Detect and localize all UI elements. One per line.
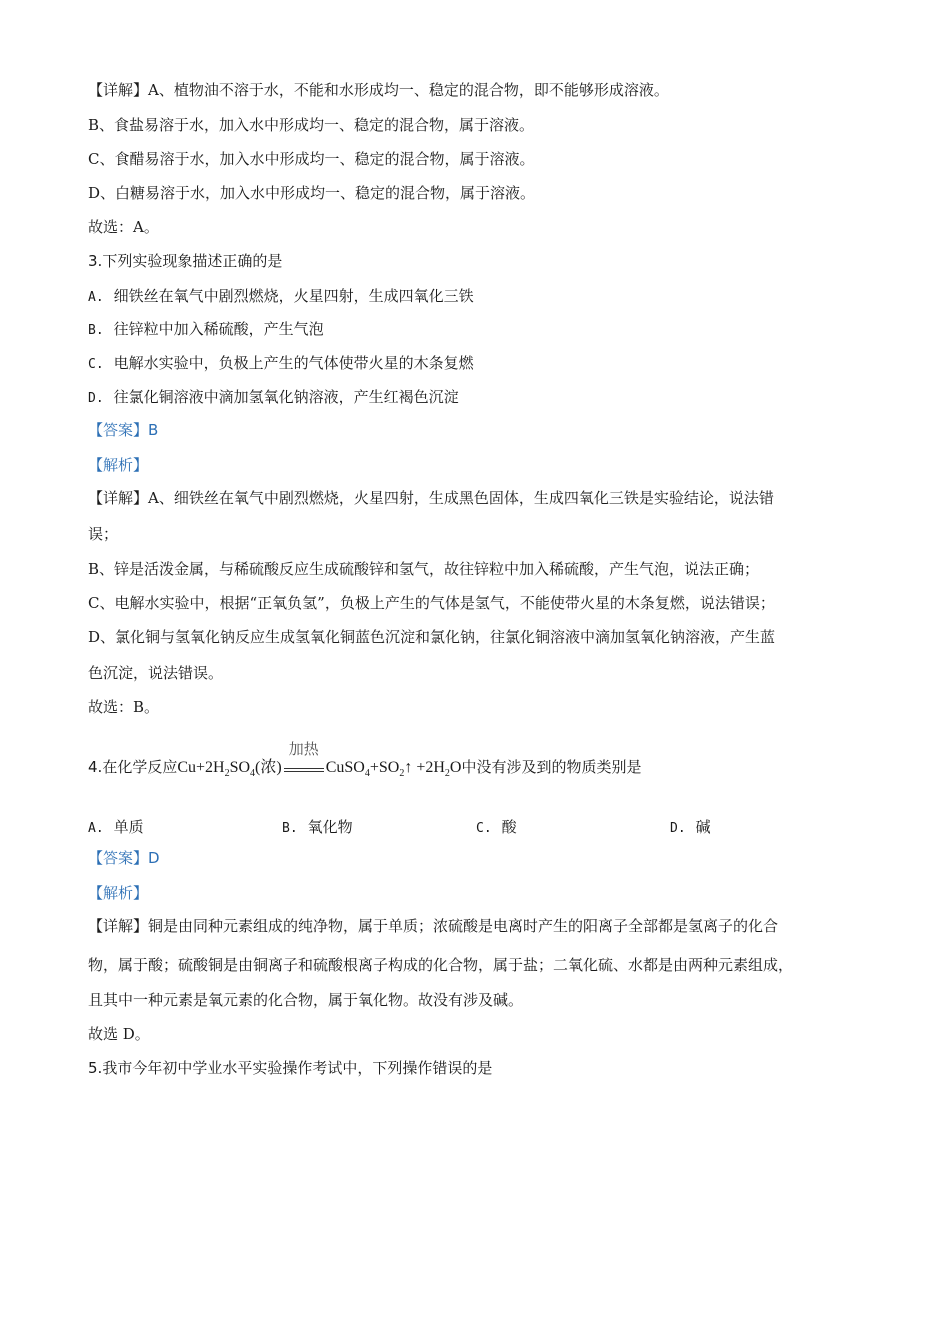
q4-option-b — [282, 816, 353, 837]
condition-label: 加热 — [288, 742, 319, 758]
q4-analysis-tag: 【解析】 — [88, 884, 149, 902]
eq-part: SO — [229, 759, 251, 776]
q3-stem — [88, 251, 282, 271]
option-letter: B. — [282, 821, 298, 836]
option-text: 碱 — [695, 818, 711, 836]
q3-detail-d2: 色沉淀，说法错误。 — [88, 664, 224, 682]
q2-detail-line-a — [88, 80, 669, 100]
detail-tag: 【详解】 — [88, 489, 149, 507]
option-text: 往氯化铜溶液中滴加氢氧化钠溶液，产生红褐色沉淀 — [113, 388, 459, 406]
q3-option-d — [88, 387, 459, 409]
question-text: 下列实验现象描述正确的是 — [102, 252, 283, 270]
question-number: 5. — [88, 1059, 103, 1077]
option-letter: D. — [88, 391, 104, 406]
q3-detail-a2: 误； — [88, 525, 119, 543]
q4-detail-3: 且其中一种元素是氧元素的化合物，属于氧化物。故没有涉及碱。 — [88, 991, 524, 1009]
reaction-condition — [284, 742, 324, 772]
option-text: 细铁丝在氧气中剧烈燃烧，火星四射，生成四氧化三铁 — [113, 287, 474, 305]
question-text: 在化学反应 — [102, 758, 178, 776]
q3-detail-d1: D、氯化铜与氢氧化钠反应生成氢氧化铜蓝色沉淀和氯化钠，往氯化铜溶液中滴加氢氧化钠溶液，产生蓝 — [88, 628, 776, 646]
q3-option-a — [88, 286, 474, 308]
eq-part: Cu+2H — [177, 759, 225, 776]
q3-detail-c: C、电解水实验中，根据“正氧负氢”，负极上产生的气体是氢气，不能使带火星的木条复燃，说法错误； — [88, 594, 775, 612]
q2-detail-line-d: D、白糖易溶于水，加入水中形成均一、稳定的混合物，属于溶液。 — [88, 184, 536, 202]
q5-stem — [88, 1058, 492, 1078]
eq-subscript: 2 — [224, 768, 230, 780]
answer-value: D — [148, 849, 160, 867]
question-text: 我市今年初中学业水平实验操作考试中，下列操作错误的是 — [102, 1059, 493, 1077]
chemical-equation — [177, 742, 462, 786]
equals-bar — [284, 768, 324, 772]
eq-part: CuSO — [325, 759, 365, 776]
q4-detail-1 — [88, 916, 778, 936]
detail-text: 铜是由同种元素组成的纯净物，属于单质；浓硫酸是电离时产生的阳离子全部都是氢离子的化合 — [148, 917, 779, 935]
eq-subscript: 2 — [399, 768, 405, 780]
eq-part: (浓) — [255, 759, 282, 776]
eq-part: O — [449, 759, 462, 776]
option-letter: A. — [88, 821, 104, 836]
option-text: 电解水实验中，负极上产生的气体使带火星的木条复燃 — [113, 354, 474, 372]
question-text: 中没有涉及到的物质类别是 — [461, 758, 642, 776]
q4-option-a — [88, 816, 144, 837]
option-text: 酸 — [501, 818, 517, 836]
detail-tag: 【详解】 — [88, 81, 149, 99]
detail-tag: 【详解】 — [88, 917, 149, 935]
option-letter: D. — [670, 821, 686, 836]
detail-text: A、植物油不溶于水，不能和水形成均一、稳定的混合物，即不能够形成溶液。 — [148, 81, 669, 99]
q2-detail-line-c: C、食醋易溶于水，加入水中形成均一、稳定的混合物，属于溶液。 — [88, 150, 535, 168]
q3-conclusion: 故选：B。 — [88, 698, 160, 716]
q4-conclusion: 故选 D。 — [88, 1025, 150, 1043]
answer-value: B — [148, 421, 159, 439]
q3-answer — [88, 420, 158, 440]
question-number: 3. — [88, 252, 103, 270]
option-letter: A. — [88, 290, 104, 305]
q4-answer — [88, 848, 160, 868]
answer-tag: 【答案】 — [88, 849, 149, 867]
q3-option-b — [88, 319, 324, 341]
option-text: 氧化物 — [307, 818, 353, 836]
answer-tag: 【答案】 — [88, 421, 149, 439]
q4-detail-2: 物，属于酸；硫酸铜是由铜离子和硫酸根离子构成的化合物，属于盐；二氧化硫、水都是由两种元素组成， — [88, 956, 794, 974]
q3-analysis-tag: 【解析】 — [88, 456, 149, 474]
q2-detail-line-b: B、食盐易溶于水，加入水中形成均一、稳定的混合物，属于溶液。 — [88, 116, 535, 134]
q4-stem — [88, 742, 642, 786]
q3-detail-a1 — [88, 488, 774, 508]
q4-option-d — [670, 816, 711, 837]
eq-subscript: 4 — [250, 768, 256, 780]
option-text: 单质 — [113, 818, 144, 836]
eq-part: ↑ +2H — [404, 759, 445, 776]
q3-detail-b: B、锌是活泼金属，与稀硫酸反应生成硫酸锌和氢气，故往锌粒中加入稀硫酸，产生气泡，说法正确； — [88, 560, 760, 578]
eq-subscript: 4 — [364, 768, 370, 780]
q4-option-c — [476, 816, 517, 837]
question-number: 4. — [88, 758, 103, 776]
option-letter: C. — [88, 357, 104, 372]
q2-conclusion: 故选：A。 — [88, 218, 159, 236]
eq-part: +SO — [369, 759, 400, 776]
eq-subscript: 2 — [444, 768, 450, 780]
option-letter: C. — [476, 821, 492, 836]
option-letter: B. — [88, 323, 104, 338]
detail-text: A、细铁丝在氧气中剧烈燃烧，火星四射，生成黑色固体，生成四氧化三铁是实验结论，说法错 — [148, 489, 774, 507]
q3-option-c — [88, 353, 474, 375]
option-text: 往锌粒中加入稀硫酸，产生气泡 — [113, 320, 324, 338]
